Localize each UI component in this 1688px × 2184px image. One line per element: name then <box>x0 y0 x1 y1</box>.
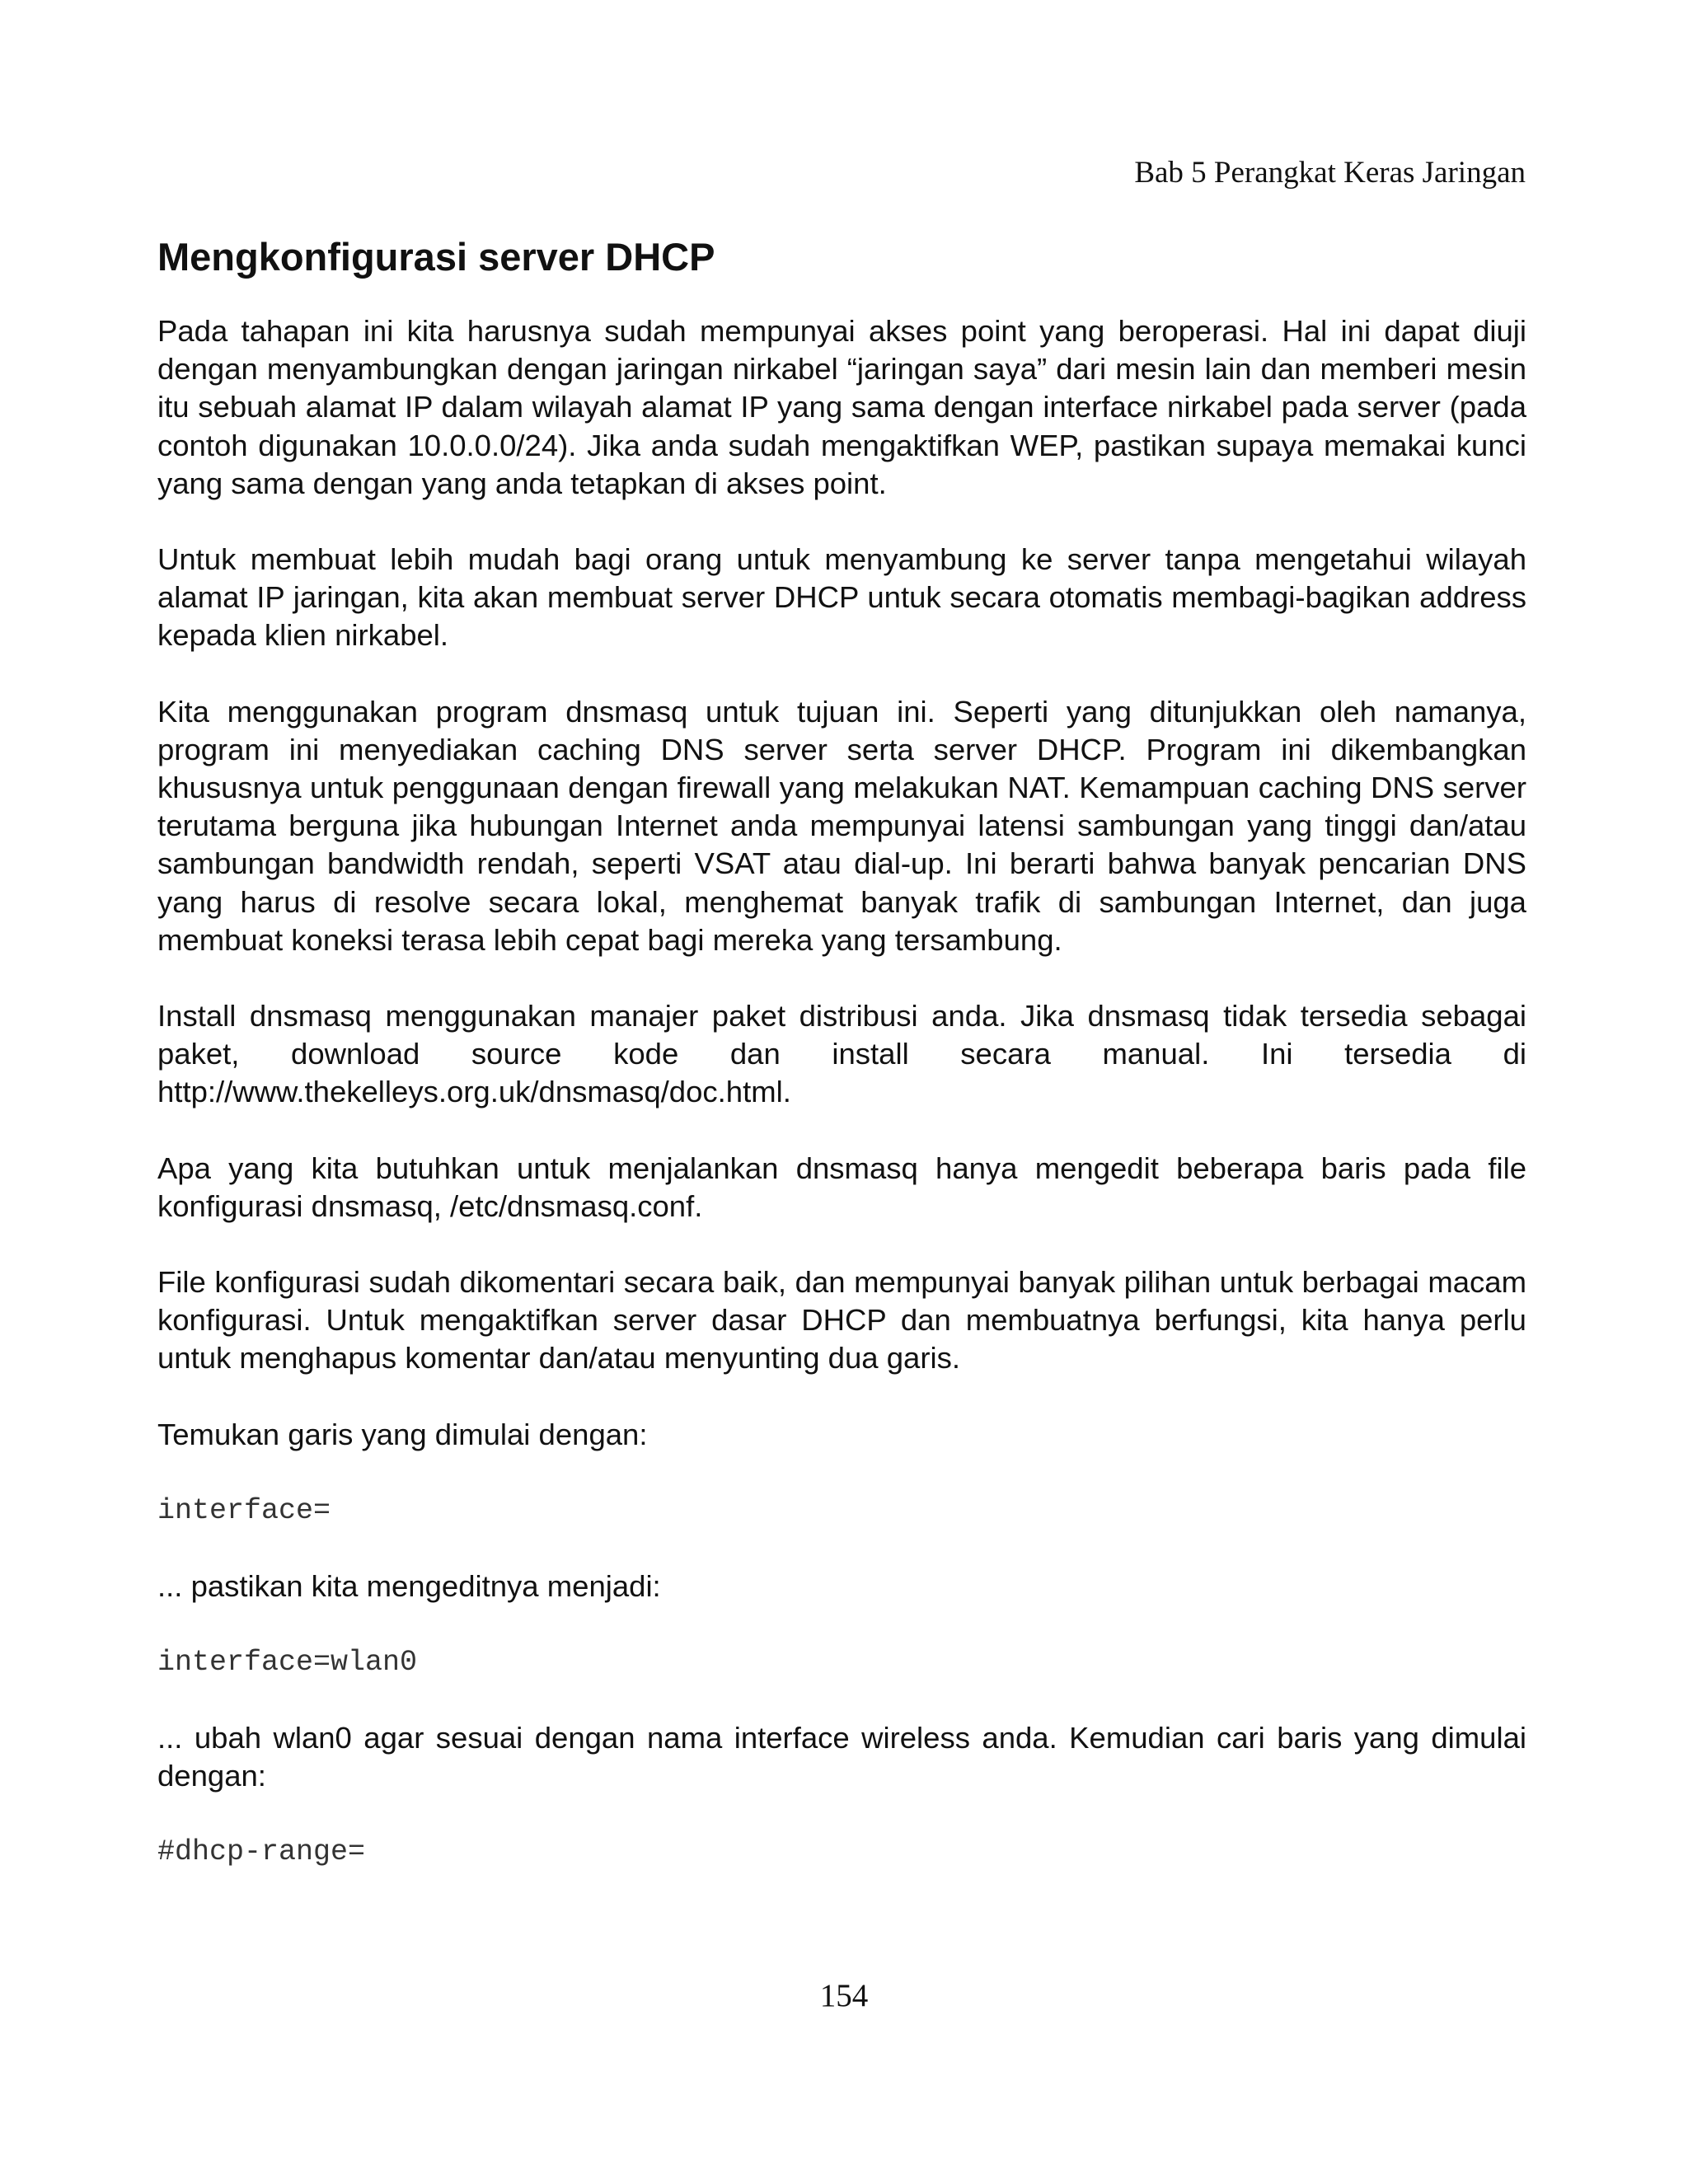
running-header: Bab 5 Perangkat Keras Jaringan <box>1134 156 1526 190</box>
page-number: 154 <box>819 1978 869 2013</box>
paragraph-access-point: Pada tahapan ini kita harusnya sudah mempunyai akses point yang beroperasi. Hal ini dapat diuji dengan menyambungkan dengan jaringan nirkabel “jaringan saya” dari mesin lain dan memberi mesin itu sebuah alamat IP dalam wilayah alamat IP yang sama dengan interface nirkabel pada server (pada contoh digunakan 10.0.0.0/24). Jika anda sudah mengaktifkan WEP, pastikan supaya memakai kunci yang sama dengan yang anda tetapkan di akses point. <box>157 314 1526 500</box>
code-dhcp-range: #dhcp-range= <box>157 1835 366 1869</box>
paragraph-install: Install dnsmasq menggunakan manajer paket distribusi anda. Jika dnsmasq tidak tersedia sebagai paket, download source kode dan install secara manual. Ini tersedia di http://www.thekelleys.org.uk/dnsmasq/doc.html. <box>157 999 1526 1109</box>
paragraph-config-comments: File konfigurasi sudah dikomentari secara baik, dan mempunyai banyak pilihan untuk berbagai macam konfigurasi. Untuk mengaktifkan server dasar DHCP dan membuatnya berfungsi, kita hanya perlu untuk menghapus komentar dan/atau menyunting dua garis. <box>157 1265 1526 1376</box>
section-title: Mengkonfigurasi server DHCP <box>157 235 715 279</box>
page-content <box>157 232 1526 1909</box>
code-interface-wlan0: interface=wlan0 <box>157 1646 418 1680</box>
paragraph-edit-to: ... pastikan kita mengeditnya menjadi: <box>157 1568 661 1603</box>
paragraph-config-file: Apa yang kita butuhkan untuk menjalankan dnsmasq hanya mengedit beberapa baris pada file konfigurasi dnsmasq, /etc/dnsmasq.conf. <box>157 1151 1526 1223</box>
paragraph-dnsmasq-intro: Kita menggunakan program dnsmasq untuk tujuan ini. Seperti yang ditunjukkan oleh namanya, program ini menyediakan caching DNS server serta server DHCP. Program ini dikembangkan khususnya untuk penggunaan dengan firewall yang melakukan NAT. Kemampuan caching DNS server terutama berguna jika hubungan Internet anda mempunyai latensi sambungan yang tinggi dan/atau sambungan bandwidth rendah, seperti VSAT atau dial-up. Ini berarti bahwa banyak pencarian DNS yang harus di resolve secara lokal, menghemat banyak trafik di sambungan Internet, dan juga membuat koneksi terasa lebih cepat bagi mereka yang tersambung. <box>157 694 1526 957</box>
paragraph-find-line: Temukan garis yang dimulai dengan: <box>157 1417 648 1451</box>
code-interface-empty: interface= <box>157 1493 331 1527</box>
paragraph-dhcp-purpose: Untuk membuat lebih mudah bagi orang untuk menyambung ke server tanpa mengetahui wilayah alamat IP jaringan, kita akan membuat server DHCP untuk secara otomatis membagi-bagikan address kepada klien nirkabel. <box>157 542 1526 653</box>
paragraph-change-wlan0: ... ubah wlan0 agar sesuai dengan nama interface wireless anda. Kemudian cari baris yang dimulai dengan: <box>157 1721 1526 1793</box>
